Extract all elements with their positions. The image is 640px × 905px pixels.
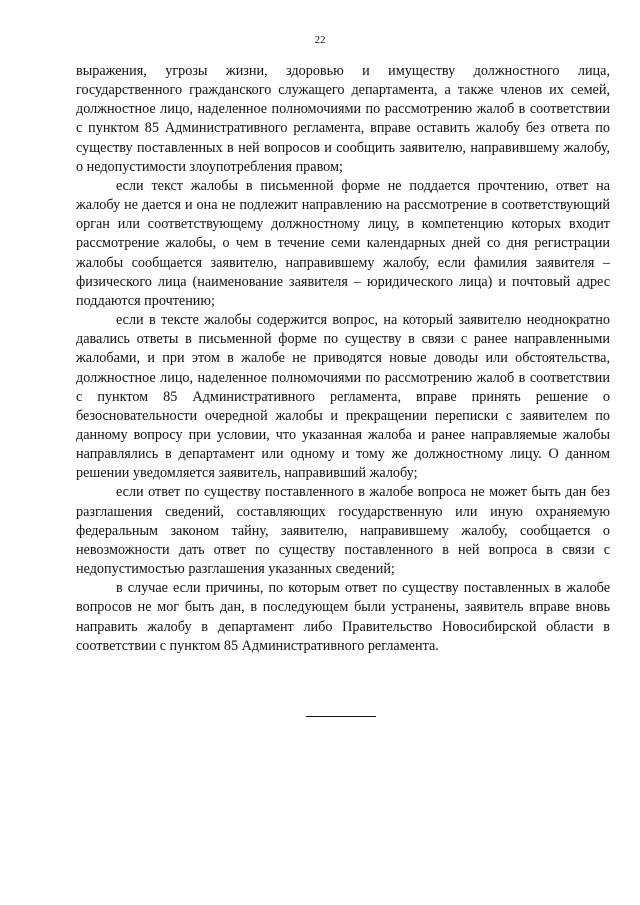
end-of-text-rule	[306, 716, 376, 717]
page-number: 22	[314, 34, 326, 46]
paragraph-state-secret: если ответ по существу поставленного в жалобе вопроса не может быть дан без разглашения сведений, составляющих государственную или иную охраняемую федеральным законом тайну, заявителю, направившему жалобу, сообщается о невозможности дать ответ по существу поставленного в ней вопроса в связи с недопустимостью разглашения указанных сведений;	[76, 484, 610, 578]
paragraph-continuation: выражения, угрозы жизни, здоровью и имуществу должностного лица, государственного гражданского служащего департамента, а также членов их семей, должностное лицо, наделенное полномочиями по рассмотрению жалоб в соответствии с пунктом 85 Административного регламента, вправе оставить жалобу без ответа по существу поставленных в ней вопросов и сообщить заявителю, направившему жалобу, о недопустимости злоупотребления правом;	[76, 63, 610, 175]
paragraph-repeated-complaint: если в тексте жалобы содержится вопрос, на который заявителю неоднократно давались ответы в письменной форме по существу в связи с ранее направленными жалобами, и при этом в жалобе не приводятся новые доводы или обстоятельства, должностное лицо, наделенное полномочиями по рассмотрению жалоб в соответствии с пунктом 85 Административного регламента, вправе принять решение о безосновательности очередной жалобы и прекращении переписки с заявителем по данному вопросу при условии, что указанная жалоба и ранее направляемые жалобы направлялись в департамент или одному и тому же должностному лицу. О данном решении уведомляется заявитель, направивший жалобу;	[76, 312, 610, 482]
body-text	[76, 62, 610, 656]
paragraph-illegible-complaint: если текст жалобы в письменной форме не поддается прочтению, ответ на жалобу не дается и она не подлежит направлению на рассмотрение в соответствующий орган или соответствующему должностному лицу, в компетенцию которых входит рассмотрение жалобы, о чем в течение семи календарных дней со дня регистрации жалобы сообщается заявителю, направившему жалобу, если фамилия заявителя – физического лица (наименование заявителя – юридического лица) и почтовый адрес поддаются прочтению;	[76, 177, 610, 309]
paragraph-resubmission: в случае если причины, по которым ответ по существу поставленных в жалобе вопросов не мог быть дан, в последующем были устранены, заявитель вправе вновь направить жалобу в департамент либо Правительство Новосибирской области в соответствии с пунктом 85 Административного регламента.	[76, 580, 610, 654]
